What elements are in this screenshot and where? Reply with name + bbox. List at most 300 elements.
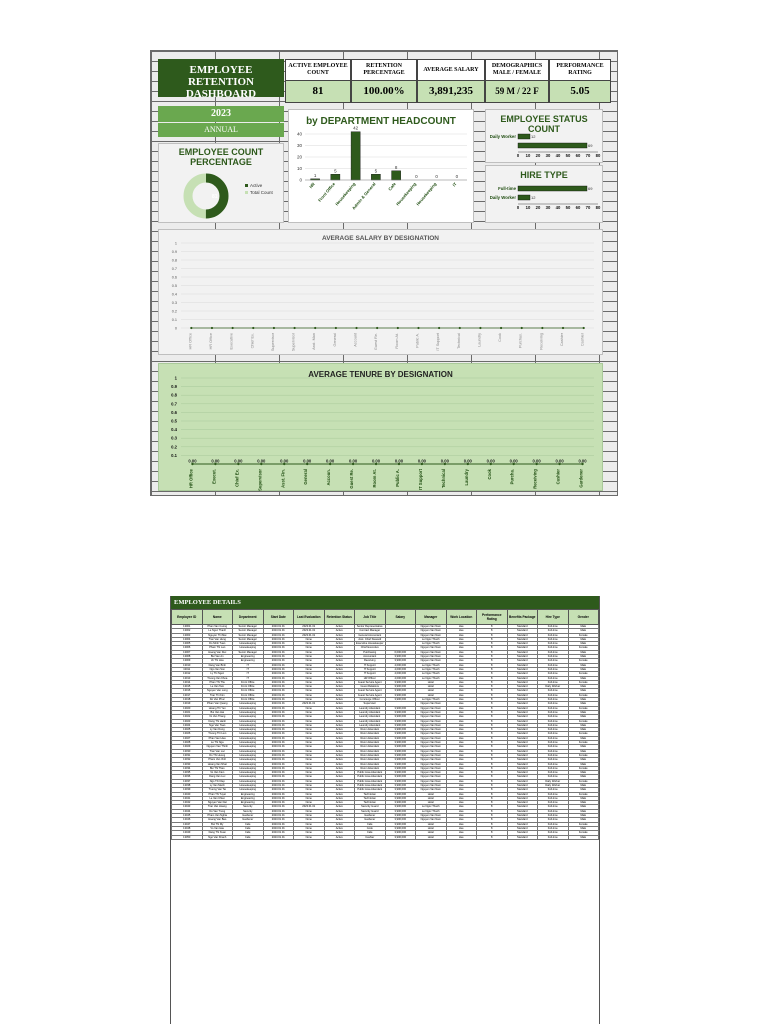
table-cell: Hue: [446, 732, 477, 736]
x-tick-label: General: [303, 469, 309, 485]
y-tick-label: 0.1: [171, 318, 177, 322]
table-cell: Hue: [446, 771, 477, 775]
table-cell: Hue: [446, 659, 477, 663]
kpi-retention-percentage: [351, 59, 417, 105]
table-cell: Truong Van Khoa: [202, 676, 233, 680]
table-cell: Bui Van Hai: [202, 710, 233, 714]
table-cell: None: [294, 835, 325, 839]
table-cell: 3,900,000: [385, 822, 416, 826]
table-cell: Full-time: [538, 749, 569, 753]
table-cell: None: [294, 771, 325, 775]
title-line: EMPLOYEE: [189, 64, 253, 76]
table-cell: None: [294, 685, 325, 689]
x-tick-label: Laundry: [463, 469, 469, 486]
table-cell: Male: [568, 667, 599, 671]
table-cell: Active: [324, 826, 355, 830]
table-cell: Active: [324, 792, 355, 796]
table-cell: Female: [568, 672, 599, 676]
table-cell: Female: [568, 680, 599, 684]
table-cell: None: [294, 783, 325, 787]
table-cell: Standard: [507, 710, 538, 714]
data-label: 0: [455, 174, 459, 179]
data-label: 69: [588, 143, 593, 148]
x-tick-label: 60: [575, 153, 581, 158]
table-cell: Hue: [446, 719, 477, 723]
table-cell: Full-time: [538, 646, 569, 650]
table-cell: 13039: [172, 788, 203, 792]
x-tick-label: General: [332, 333, 337, 347]
table-cell: Nguyen Van Nam: [416, 741, 447, 745]
y-tick-label: 1: [174, 375, 177, 381]
table-cell: 2023.01.01: [263, 779, 294, 783]
x-tick-label: Purcha.: [509, 469, 515, 485]
data-point: [232, 327, 234, 329]
title-line: DASHBOARD: [185, 88, 257, 100]
table-cell: None: [294, 715, 325, 719]
table-cell: Active: [324, 745, 355, 749]
table-cell: 13046: [172, 818, 203, 822]
x-tick-label: Room At.: [372, 469, 378, 488]
table-cell: Hue: [446, 637, 477, 641]
table-cell: Female: [568, 779, 599, 783]
table-cell: Standard: [507, 672, 538, 676]
table-cell: Active: [324, 667, 355, 671]
table-cell: Full-time: [538, 801, 569, 805]
table-cell: 13013: [172, 676, 203, 680]
table-cell: Active: [324, 663, 355, 667]
table-cell: 13016: [172, 689, 203, 693]
data-point: [583, 327, 585, 329]
x-tick-label: Admin & General: [350, 181, 377, 211]
table-cell: 8: [477, 719, 508, 723]
table-cell: 2023.01.01: [263, 796, 294, 800]
table-cell: Standard: [507, 629, 538, 633]
data-label: 0.00: [303, 458, 312, 464]
table-cell: 13001: [172, 625, 203, 629]
table-cell: Full-time: [538, 629, 569, 633]
table-cell: 2023.01.01: [263, 783, 294, 787]
table-cell: Male: [568, 835, 599, 839]
x-tick-label: Purchas.: [518, 333, 523, 348]
table-cell: Guest Service Agent: [355, 680, 386, 684]
table-cell: Standard: [507, 835, 538, 839]
table-cell: None: [294, 822, 325, 826]
table-cell: 13038: [172, 783, 203, 787]
table-cell: 13008: [172, 655, 203, 659]
x-tick-label: Public A.: [415, 333, 420, 348]
table-cell: Receiving: [355, 659, 386, 663]
table-cell: Nguyen Van Nam: [416, 749, 447, 753]
x-tick-label: 30: [545, 205, 551, 210]
table-cell: Full-time: [538, 728, 569, 732]
table-cell: Engineering: [233, 659, 264, 663]
table-cell: Nguyen Van Nam: [416, 723, 447, 727]
table-cell: Nguyen Van Nam: [416, 659, 447, 663]
table-cell: Public Area Attendant: [355, 788, 386, 792]
x-tick-label: HR Office: [188, 333, 193, 350]
table-cell: 8: [477, 723, 508, 727]
table-cell: 2023.01.01: [263, 667, 294, 671]
table-cell: Cafe: [233, 822, 264, 826]
table-cell: HR Officer: [355, 676, 386, 680]
data-label: 0.00: [326, 458, 335, 464]
table-cell: Standard: [507, 633, 538, 637]
table-cell: 3,900,000: [385, 779, 416, 783]
table-cell: 8: [477, 667, 508, 671]
table-cell: Male: [568, 676, 599, 680]
table-cell: 8: [477, 792, 508, 796]
column-header: Benefits Package: [507, 610, 538, 625]
table-cell: Hue: [446, 710, 477, 714]
table-cell: 13003: [172, 633, 203, 637]
bar: [392, 171, 401, 180]
table-cell: Hotel: [416, 826, 447, 830]
table-cell: Accountant: [355, 655, 386, 659]
column-header: Manager: [416, 610, 447, 625]
department-headcount-panel: [288, 109, 474, 223]
table-cell: 13040: [172, 792, 203, 796]
table-cell: 13042: [172, 801, 203, 805]
table-cell: 8: [477, 758, 508, 762]
data-label: 0.00: [371, 458, 381, 464]
table-cell: 13018: [172, 698, 203, 702]
table-cell: Full-time: [538, 702, 569, 706]
table-cell: 8: [477, 801, 508, 805]
table-cell: Hue: [446, 741, 477, 745]
kpi-performance-rating: [549, 59, 611, 105]
average-tenure-panel: [158, 363, 603, 491]
table-cell: 13006: [172, 646, 203, 650]
x-tick-label: Asst. Fin.: [280, 469, 286, 488]
table-cell: 2023.01.01: [263, 629, 294, 633]
table-cell: Full-time: [538, 689, 569, 693]
table-cell: Le Ngoc Thanh: [416, 809, 447, 813]
column-header: Retention Status: [324, 610, 355, 625]
kpi-value: 59 M / 22 F: [485, 81, 549, 103]
table-cell: None: [294, 723, 325, 727]
table-cell: 3,900,000: [385, 818, 416, 822]
table-cell: Nguyen Van Nam: [416, 719, 447, 723]
table-cell: Hue: [446, 655, 477, 659]
table-cell: 2023.01.01: [263, 788, 294, 792]
data-label: 5: [374, 168, 378, 174]
table-cell: Active: [324, 659, 355, 663]
y-tick-label: 0.3: [171, 301, 177, 305]
x-tick-label: HR: [308, 181, 316, 190]
table-cell: Room Attendant: [355, 732, 386, 736]
table-cell: Active: [324, 676, 355, 680]
table-cell: Hotel: [416, 680, 447, 684]
x-tick-label: 70: [585, 205, 591, 210]
table-cell: None: [294, 766, 325, 770]
dashboard-title: [158, 59, 284, 100]
table-cell: Full-time: [538, 771, 569, 775]
table-cell: Le Ngoc Thanh: [416, 698, 447, 702]
table-cell: Hue: [446, 715, 477, 719]
table-cell: Pham Van Vinh: [202, 758, 233, 762]
table-cell: Room Attendant: [355, 766, 386, 770]
table-cell: 3,900,000: [385, 801, 416, 805]
table-cell: Hue: [446, 728, 477, 732]
y-tick-label: 0: [174, 326, 177, 331]
table-cell: Le Ngoc Thanh: [416, 676, 447, 680]
table-cell: 8: [477, 689, 508, 693]
table-cell: Active: [324, 680, 355, 684]
table-cell: 8: [477, 655, 508, 659]
table-cell: 8: [477, 715, 508, 719]
table-cell: Active: [324, 642, 355, 646]
column-header: Start Date: [263, 610, 294, 625]
hire-type-chart: [486, 166, 604, 224]
table-cell: 8: [477, 822, 508, 826]
table-cell: Active: [324, 637, 355, 641]
table-cell: 2023.01.01: [263, 814, 294, 818]
table-cell: 4,000,000: [385, 663, 416, 667]
table-cell: Full-time: [538, 805, 569, 809]
table-cell: Nguyen Van Nam: [416, 633, 447, 637]
kpi-average-salary: [417, 59, 485, 105]
table-cell: 13031: [172, 753, 203, 757]
table-cell: Hue: [446, 625, 477, 629]
table-cell: 13019: [172, 702, 203, 706]
x-tick-label: Accoun.: [326, 469, 332, 486]
table-cell: Hoang Van Duc: [202, 650, 233, 654]
table-cell: 13032: [172, 758, 203, 762]
table-cell: Standard: [507, 745, 538, 749]
table-cell: Standard: [507, 779, 538, 783]
table-cell: Housekeeping: [233, 762, 264, 766]
table-cell: Hue: [446, 835, 477, 839]
table-cell: 2023.01.01: [294, 629, 325, 633]
table-cell: Engineering: [233, 655, 264, 659]
table-cell: Active: [324, 762, 355, 766]
table-cell: Gardener: [233, 818, 264, 822]
table-cell: None: [294, 758, 325, 762]
table-cell: Le Van Tam: [202, 685, 233, 689]
table-cell: Male: [568, 775, 599, 779]
table-cell: Hue: [446, 642, 477, 646]
table-cell: Bui Thi My: [202, 822, 233, 826]
table-cell: 3,900,000: [385, 835, 416, 839]
y-tick-label: 0.9: [171, 384, 177, 390]
table-cell: Hue: [446, 779, 477, 783]
table-cell: 2023.01.01: [263, 625, 294, 629]
table-cell: Full-time: [538, 698, 569, 702]
table-cell: Male: [568, 788, 599, 792]
table-cell: Male: [568, 758, 599, 762]
bar: [351, 132, 360, 180]
table-cell: Hoang Van Bao: [202, 818, 233, 822]
table-cell: Female: [568, 766, 599, 770]
table-cell: Housekeeping: [233, 788, 264, 792]
data-point: [355, 327, 357, 329]
table-cell: None: [294, 646, 325, 650]
table-cell: Vo Thi Hoa: [202, 659, 233, 663]
table-cell: Standard: [507, 788, 538, 792]
chart-title: HIRE TYPE: [520, 170, 568, 180]
table-cell: Le Ngoc Thanh: [416, 642, 447, 646]
x-tick-label: 20: [535, 153, 541, 158]
table-cell: Male: [568, 650, 599, 654]
table-cell: 13012: [172, 672, 203, 676]
table-cell: 8: [477, 663, 508, 667]
table-cell: Standard: [507, 818, 538, 822]
data-label: 0.00: [486, 458, 495, 464]
table-cell: Hue: [446, 736, 477, 740]
table-cell: Housekeeping: [233, 766, 264, 770]
x-tick-label: Technical: [456, 333, 461, 349]
table-cell: Nguyen Thi Mai: [202, 633, 233, 637]
table-cell: Room Attendant: [355, 758, 386, 762]
table-cell: 8: [477, 745, 508, 749]
table-cell: Nguyen Van Nam: [416, 766, 447, 770]
table-cell: Nguyen Van Nam: [416, 753, 447, 757]
x-tick-label: Executive: [229, 333, 234, 350]
table-cell: Security Guard: [355, 809, 386, 813]
table-cell: 2023.01.01: [263, 771, 294, 775]
table-cell: 8: [477, 766, 508, 770]
table-cell: Full-time: [538, 667, 569, 671]
table-cell: None: [294, 826, 325, 830]
table-cell: None: [294, 698, 325, 702]
table-cell: Standard: [507, 801, 538, 805]
table-cell: 8: [477, 796, 508, 800]
table-cell: Standard: [507, 637, 538, 641]
table-cell: Active: [324, 646, 355, 650]
employee-status-panel: [485, 109, 603, 163]
table-cell: 2023.01.01: [263, 706, 294, 710]
table-cell: Active: [324, 741, 355, 745]
year-label: 2023: [158, 106, 284, 122]
table-cell: Room Attendant: [355, 749, 386, 753]
table-cell: 2023.01.01: [263, 826, 294, 830]
column-header: Employee ID: [172, 610, 203, 625]
employee-table: [171, 609, 599, 840]
table-cell: Le Ngoc Thanh: [416, 672, 447, 676]
table-cell: 3,900,000: [385, 693, 416, 697]
chart-title: AVERAGE TENURE BY DESIGNATION: [308, 370, 453, 379]
table-cell: Asst. Chief Steward: [355, 637, 386, 641]
x-tick-label: Chief Ex.: [234, 469, 240, 487]
table-cell: Hue: [446, 775, 477, 779]
table-cell: Standard: [507, 822, 538, 826]
table-cell: Truong Thi Lien: [202, 732, 233, 736]
table-cell: None: [294, 676, 325, 680]
table-cell: Standard: [507, 766, 538, 770]
table-cell: Hue: [446, 672, 477, 676]
table-cell: Nguyen Van Nam: [416, 646, 447, 650]
table-cell: 2023.01.01: [263, 719, 294, 723]
table-cell: Room Attendant: [355, 745, 386, 749]
table-cell: Nguyen Van Nam: [416, 702, 447, 706]
table-cell: Full-time: [538, 822, 569, 826]
table-cell: 2023.01.01: [263, 835, 294, 839]
table-cell: 13017: [172, 693, 203, 697]
table-cell: Full-time: [538, 818, 569, 822]
table-cell: 3,900,000: [385, 698, 416, 702]
table-cell: Front Office: [233, 689, 264, 693]
data-label: 0.00: [578, 458, 587, 464]
table-cell: Full-time: [538, 706, 569, 710]
table-cell: 3,900,000: [385, 792, 416, 796]
table-cell: Standard: [507, 650, 538, 654]
table-cell: Dang Thi Xuan: [202, 831, 233, 835]
data-label: 0.00: [257, 458, 266, 464]
table-cell: Room Attendant: [355, 736, 386, 740]
table-cell: Senior Manager: [233, 633, 264, 637]
table-cell: Ngo Van Toan: [202, 723, 233, 727]
table-cell: Standard: [507, 698, 538, 702]
table-cell: 3,900,000: [385, 762, 416, 766]
table-cell: Full-time: [538, 792, 569, 796]
data-label: 0.00: [417, 458, 426, 464]
table-cell: Nguyen Van Nam: [416, 771, 447, 775]
table-cell: 3,900,000: [385, 771, 416, 775]
table-cell: Full-time: [538, 732, 569, 736]
kpi-label: RETENTION PERCENTAGE: [351, 59, 417, 81]
table-cell: 2023.01.01: [263, 766, 294, 770]
table-cell: 2023.01.01: [263, 655, 294, 659]
data-point: [335, 327, 337, 329]
table-cell: 3,900,000: [385, 732, 416, 736]
table-cell: 8: [477, 741, 508, 745]
table-cell: Standard: [507, 663, 538, 667]
table-cell: 13002: [172, 629, 203, 633]
table-cell: Le Ngoc Thanh: [416, 667, 447, 671]
table-cell: Nguyen Van Nam: [416, 650, 447, 654]
table-cell: Hue: [446, 698, 477, 702]
table-cell: 13027: [172, 736, 203, 740]
table-cell: Full-time: [538, 826, 569, 830]
table-cell: Housekeeping: [233, 719, 264, 723]
table-cell: Security: [233, 805, 264, 809]
table-cell: Hue: [446, 667, 477, 671]
table-cell: None: [294, 788, 325, 792]
table-cell: Hotel: [416, 689, 447, 693]
table-cell: Laundry Attendant: [355, 715, 386, 719]
data-label: 0: [415, 174, 418, 179]
table-cell: 13025: [172, 728, 203, 732]
data-point: [459, 327, 461, 329]
table-cell: Female: [568, 732, 599, 736]
table-cell: None: [294, 637, 325, 641]
table-cell: Hotel: [416, 831, 447, 835]
table-cell: Hue: [446, 818, 477, 822]
table-cell: Female: [568, 659, 599, 663]
table-cell: Female: [568, 741, 599, 745]
table-cell: 13048: [172, 826, 203, 830]
table-cell: Full-time: [538, 753, 569, 757]
table-cell: Hue: [446, 753, 477, 757]
table-cell: Standard: [507, 642, 538, 646]
bar: [518, 195, 530, 200]
kpi-demographics: [485, 59, 549, 105]
table-cell: 13005: [172, 642, 203, 646]
table-cell: Senior Representative: [355, 625, 386, 629]
y-tick-label: 0: [299, 177, 302, 183]
x-tick-label: 10: [525, 153, 531, 158]
table-cell: Active: [324, 706, 355, 710]
table-cell: None: [294, 753, 325, 757]
table-cell: 2023.01.01: [263, 762, 294, 766]
table-cell: Hue: [446, 783, 477, 787]
employee-status-chart: [486, 110, 604, 164]
data-label: 0.00: [211, 458, 220, 464]
x-tick-label: Chief Ex.: [250, 333, 255, 349]
table-cell: Laundry Attendant: [355, 723, 386, 727]
table-cell: IT: [233, 672, 264, 676]
table-cell: Full-time: [538, 659, 569, 663]
